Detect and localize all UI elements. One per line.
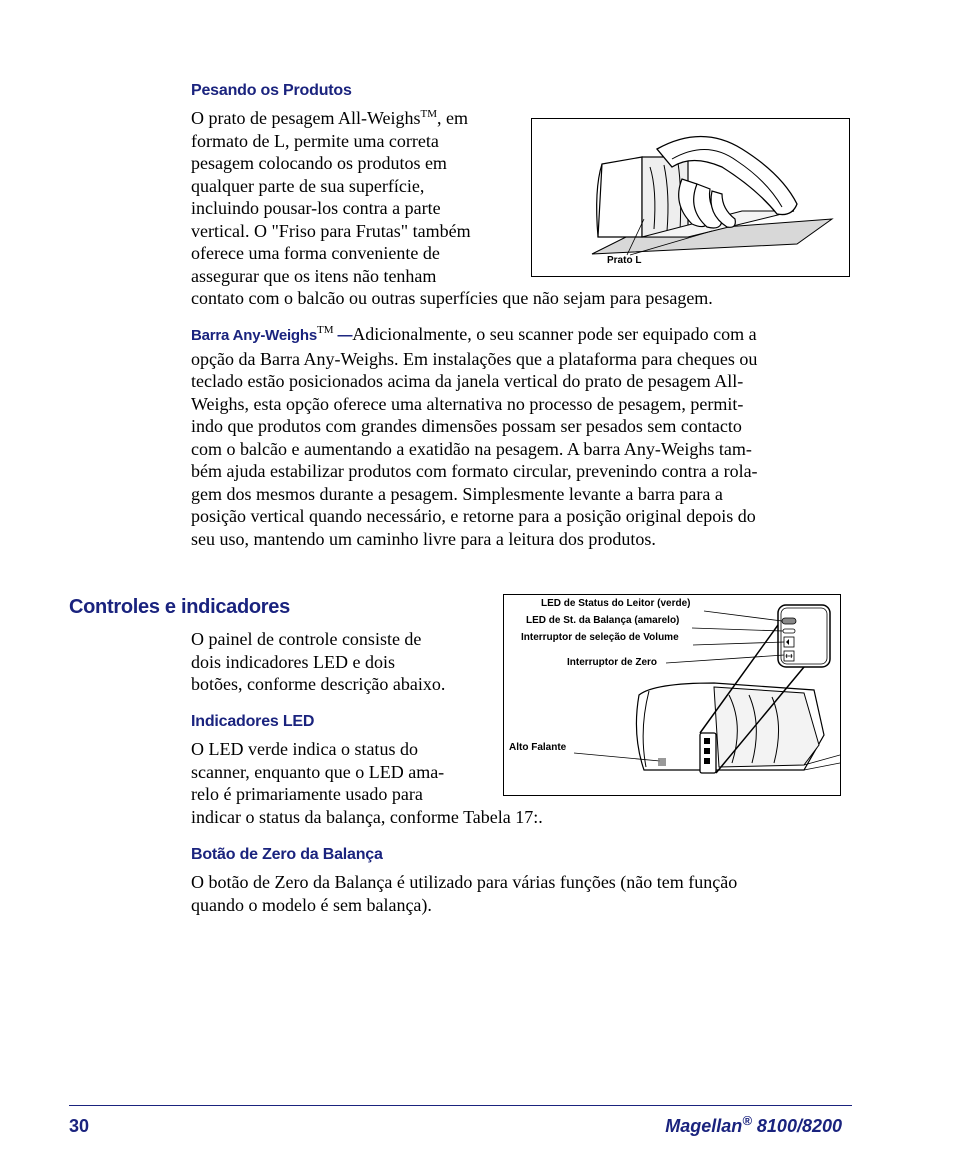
section2-line-6: com o balcão e aumentando a exatidão na pesagem. A barra Any-Weighs tam- xyxy=(191,438,752,459)
section4-line-1: O botão de Zero da Balança é utilizado para várias funções (não tem função xyxy=(191,872,738,892)
section2-tm: TM xyxy=(317,324,334,336)
section2-line-9: posição vertical quando necessário, e retorne para a posição original depois do xyxy=(191,506,756,526)
subheading-botao-zero: Botão de Zero da Balança xyxy=(191,846,383,863)
page-number: 30 xyxy=(69,1116,90,1136)
section1-line-8: assegurar que os itens não tenham xyxy=(191,265,437,286)
led-line-3: relo é primariamente usado para xyxy=(191,784,423,804)
section1-line-3: pesagem colocando os produtos em xyxy=(191,153,447,173)
trademark-sup: TM xyxy=(420,108,437,120)
led-line-1: O LED verde indica o status do xyxy=(191,739,418,759)
section3-intro-line-1: O painel de controle consiste de xyxy=(191,629,422,649)
section1-line-1-tail: , em xyxy=(437,108,468,128)
section1-line-4: qualquer parte de sua superfície, xyxy=(191,175,425,196)
section2-line-5: indo que produtos com grandes dimensões possam ser pesados sem contacto xyxy=(191,416,742,436)
section2-dash: — xyxy=(333,327,353,344)
section3-intro-line-3: botões, conforme descrição abaixo. xyxy=(191,674,446,694)
label-volume-switch: Interruptor de seleção de Volume xyxy=(521,632,679,643)
led-line-4: indicar o status da balança, conforme Tabela 17:. xyxy=(191,807,543,827)
label-scale-led: LED de St. da Balança (amarelo) xyxy=(526,615,680,626)
footer-brand: Magellan xyxy=(665,1116,743,1136)
section4-line-2: quando o modelo é sem balança). xyxy=(191,894,432,915)
section-heading-controles: Controles e indicadores xyxy=(69,596,290,618)
section2-heading: Barra Any-Weighs xyxy=(191,327,317,344)
led-line-2: scanner, enquanto que o LED ama- xyxy=(191,761,445,782)
section1-line-7: oferece uma forma conveniente de xyxy=(191,243,440,263)
figure-weigh-platter xyxy=(531,118,850,277)
section1-line-2: formato de L, permite uma correta xyxy=(191,130,439,151)
section3-intro xyxy=(191,628,491,696)
section2-line-10: seu uso, mantendo um caminho livre para a leitura dos produtos. xyxy=(191,528,656,549)
led-paragraph xyxy=(191,738,491,806)
section1-paragraph xyxy=(191,107,521,287)
figure-control-panel xyxy=(503,594,841,796)
section2-line-4: Weighs, esta opção oferece uma alternativa no processo de pesagem, permit- xyxy=(191,393,744,414)
section2-paragraph xyxy=(191,323,856,550)
section4-paragraph xyxy=(191,871,856,916)
section2-line-7: bém ajuda estabilizar produtos com formato circular, prevenindo contra a rola- xyxy=(191,461,758,481)
footer-registered: ® xyxy=(742,1113,752,1128)
section1-line-6: vertical. O "Friso para Frutas" também xyxy=(191,220,471,241)
section1-line-9: contato com o balcão ou outras superfícies que não sejam para pesagem. xyxy=(191,288,713,308)
section2-line-3: teclado estão posicionados acima da janela vertical do prato de pesagem All- xyxy=(191,371,744,391)
section1-line-1: O prato de pesagem All-Weighs xyxy=(191,108,421,128)
section-heading-pesando: Pesando os Produtos xyxy=(191,82,352,99)
section1-line-5: incluindo pousar-los contra a parte xyxy=(191,198,441,218)
section2-line-1: Adicionalmente, o seu scanner pode ser equipado com a xyxy=(352,324,757,344)
label-status-led: LED de Status do Leitor (verde) xyxy=(541,598,691,609)
label-prato-l: Prato L xyxy=(607,255,642,266)
subheading-indicadores-led: Indicadores LED xyxy=(191,713,315,730)
section2-line-2: opção da Barra Any-Weighs. Em instalações que a plataforma para cheques ou xyxy=(191,348,758,369)
section3-intro-line-2: dois indicadores LED e dois xyxy=(191,651,395,672)
footer-title xyxy=(665,1113,842,1137)
footer-model: 8100/8200 xyxy=(751,1116,842,1136)
footer-rule xyxy=(69,1105,852,1106)
section2-line-8: gem dos mesmos durante a pesagem. Simplesmente levante a barra para a xyxy=(191,483,723,504)
label-zero-switch: Interruptor de Zero xyxy=(567,657,658,668)
label-speaker: Alto Falante xyxy=(509,742,567,753)
weigh-platter-illustration xyxy=(532,119,849,276)
